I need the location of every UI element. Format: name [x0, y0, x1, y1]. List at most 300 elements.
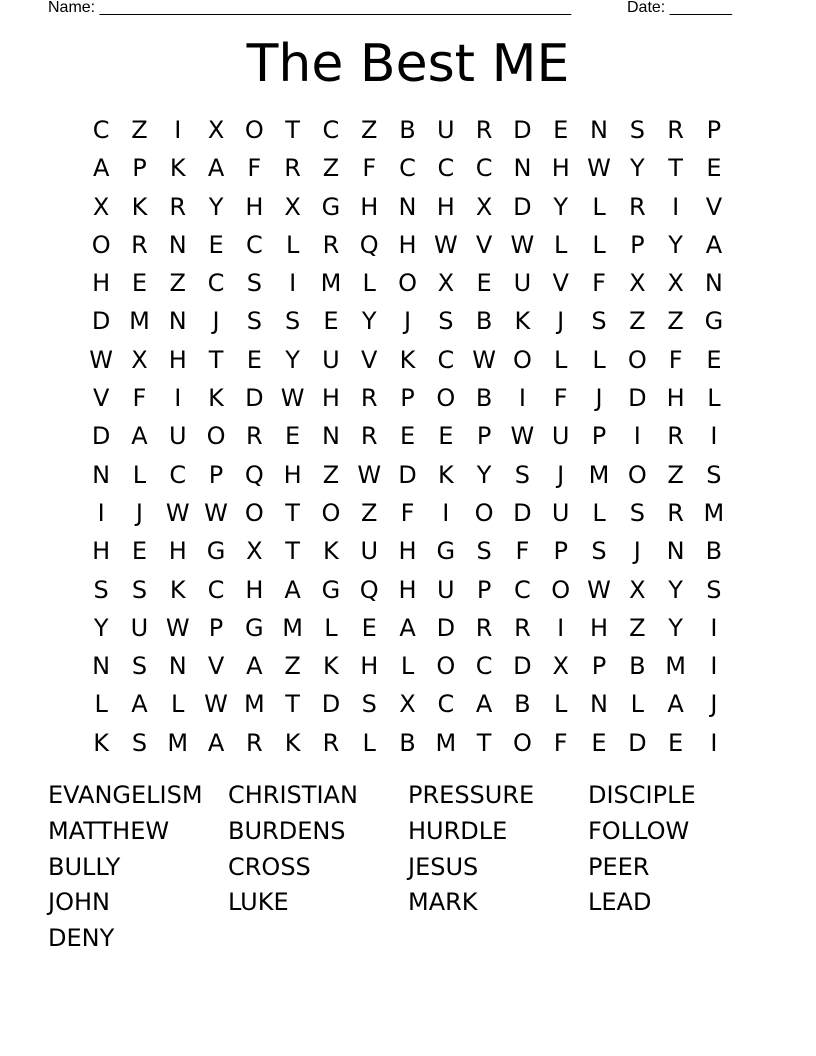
grid-letter: X	[629, 269, 646, 298]
grid-letter: C	[169, 460, 187, 489]
grid-letter: A	[284, 575, 301, 604]
grid-letter: D	[321, 690, 341, 719]
grid-letter: J	[557, 307, 565, 336]
grid-letter: U	[513, 269, 532, 298]
grid-letter: H	[360, 652, 379, 681]
grid-letter: R	[245, 728, 263, 757]
grid-letter: X	[207, 116, 225, 144]
grid-letter: P	[553, 537, 568, 566]
grid-letter: K	[323, 537, 339, 566]
grid-letter: M	[435, 728, 457, 757]
word-bank-item: MARK	[408, 888, 478, 917]
grid-letter: R	[475, 613, 493, 642]
grid-letter: I	[633, 422, 641, 451]
grid-letter: W	[204, 498, 228, 527]
word-bank-item: PEER	[588, 852, 650, 881]
grid-letter: M	[320, 269, 342, 298]
grid-letter: Z	[667, 460, 684, 489]
page-title: The Best ME	[246, 34, 570, 94]
grid-letter: L	[554, 230, 568, 259]
grid-letter: Z	[629, 613, 646, 642]
grid-letter: I	[174, 384, 182, 413]
grid-letter: X	[284, 192, 301, 221]
grid-letter: A	[705, 230, 723, 259]
grid-letter: A	[246, 652, 263, 681]
grid-letter: S	[93, 575, 109, 604]
word-bank-item: CROSS	[228, 852, 311, 881]
grid-letter: M	[129, 307, 150, 336]
grid-letter: S	[285, 307, 301, 336]
grid-letter: L	[285, 230, 300, 259]
grid-letter: D	[628, 728, 647, 757]
grid-letter: J	[135, 498, 143, 527]
grid-letter: S	[706, 575, 722, 604]
grid-letter: N	[321, 422, 340, 451]
grid-letter: D	[91, 422, 111, 451]
grid-letter: M	[282, 613, 303, 642]
grid-letter: H	[283, 460, 302, 489]
grid-letter: T	[285, 116, 300, 144]
grid-letter: L	[592, 192, 606, 221]
grid-letter: E	[323, 307, 339, 336]
grid-letter: N	[168, 307, 187, 336]
grid-letter: O	[436, 652, 456, 681]
grid-letter: C	[207, 269, 225, 298]
word-search-grid	[82, 111, 733, 762]
grid-letter: V	[361, 345, 378, 374]
word-bank-item: HURDLE	[408, 816, 508, 845]
grid-letter: P	[400, 384, 415, 413]
grid-letter: E	[438, 422, 454, 451]
word-bank-item: BULLY	[48, 852, 121, 881]
grid-letter: W	[204, 690, 228, 719]
grid-letter: X	[552, 652, 569, 681]
grid-letter: R	[131, 230, 148, 259]
grid-letter: N	[92, 460, 111, 489]
word-bank-item: JESUS	[408, 852, 479, 881]
grid-letter: X	[131, 345, 148, 374]
grid-letter: W	[472, 345, 496, 374]
grid-letter: M	[665, 652, 686, 681]
grid-letter: M	[588, 460, 610, 489]
grid-letter: Z	[169, 269, 186, 298]
grid-letter: P	[591, 652, 607, 681]
grid-letter: X	[92, 192, 110, 221]
grid-letter: Z	[361, 498, 378, 527]
grid-letter: S	[131, 575, 148, 604]
grid-letter: L	[132, 460, 147, 489]
grid-letter: A	[207, 154, 225, 183]
grid-letter: W	[357, 460, 382, 489]
grid-letter: B	[705, 537, 723, 566]
grid-letter: Z	[629, 307, 646, 336]
grid-letter: S	[476, 537, 492, 566]
grid-letter: E	[131, 269, 148, 298]
grid-letter: E	[476, 269, 492, 298]
grid-letter: W	[510, 422, 535, 451]
grid-letter: Z	[322, 460, 340, 489]
grid-letter: H	[168, 537, 187, 566]
word-bank-item: CHRISTIAN	[228, 781, 358, 809]
word-bank-item: LEAD	[588, 888, 652, 917]
grid-letter: U	[437, 575, 455, 604]
grid-letter: M	[243, 690, 265, 719]
grid-letter: L	[171, 690, 185, 719]
grid-letter: J	[212, 307, 220, 336]
word-bank-item: EVANGELISM	[48, 781, 203, 809]
grid-letter: R	[667, 498, 684, 527]
grid-letter: Q	[359, 230, 379, 259]
grid-letter: D	[513, 652, 532, 681]
grid-letter: J	[595, 384, 603, 413]
grid-letter: N	[513, 154, 532, 183]
grid-letter: U	[437, 116, 455, 144]
grid-letter: C	[322, 116, 340, 144]
grid-letter: J	[710, 690, 718, 719]
grid-letter: P	[208, 460, 224, 489]
grid-letter: H	[551, 154, 570, 183]
grid-letter: I	[557, 613, 565, 642]
grid-letter: E	[553, 116, 569, 144]
grid-letter: K	[208, 384, 224, 413]
grid-letter: H	[321, 384, 340, 413]
grid-letter: K	[131, 192, 148, 221]
grid-letter: Y	[208, 192, 224, 221]
grid-letter: G	[436, 537, 456, 566]
grid-letter: A	[667, 690, 684, 719]
grid-letter: P	[706, 116, 722, 144]
grid-letter: M	[703, 498, 725, 527]
grid-letter: D	[91, 307, 111, 336]
word-bank-item: DENY	[48, 924, 115, 953]
grid-letter: W	[280, 384, 305, 413]
grid-letter: B	[475, 307, 493, 336]
grid-letter: U	[168, 422, 187, 451]
grid-letter: C	[475, 652, 493, 681]
grid-letter: H	[92, 537, 111, 566]
grid-letter: F	[592, 269, 606, 298]
grid-letter: T	[208, 345, 224, 374]
grid-letter: L	[362, 269, 376, 298]
grid-letter: S	[629, 116, 645, 144]
grid-letter: C	[437, 690, 455, 719]
grid-letter: E	[208, 230, 224, 259]
grid-letter: E	[706, 154, 722, 183]
grid-letter: W	[165, 613, 190, 642]
name-field-label: Name: _____________________________________________________	[48, 0, 572, 16]
grid-letter: E	[706, 345, 722, 374]
grid-letter: O	[244, 498, 264, 527]
word-bank-item: LUKE	[228, 888, 289, 917]
grid-letter: H	[398, 575, 417, 604]
grid-letter: O	[244, 116, 264, 144]
grid-letter: C	[399, 154, 416, 183]
grid-letter: S	[591, 307, 607, 336]
grid-letter: V	[475, 230, 493, 259]
word-bank-item: FOLLOW	[588, 816, 690, 845]
grid-letter: R	[169, 192, 187, 221]
grid-letter: R	[322, 728, 340, 757]
grid-letter: F	[400, 498, 415, 527]
grid-letter: V	[552, 269, 569, 298]
grid-letter: J	[403, 307, 412, 336]
grid-letter: O	[436, 384, 456, 413]
grid-letter: C	[92, 116, 110, 144]
grid-letter: R	[667, 422, 684, 451]
grid-letter: Y	[553, 192, 569, 221]
grid-letter: R	[628, 192, 646, 221]
grid-letter: C	[514, 575, 531, 604]
grid-letter: I	[710, 613, 718, 642]
grid-letter: K	[323, 652, 339, 681]
grid-letter: L	[630, 690, 644, 719]
grid-letter: L	[400, 652, 415, 681]
grid-letter: L	[707, 384, 721, 413]
grid-letter: E	[285, 422, 301, 451]
grid-letter: Y	[668, 575, 683, 604]
grid-letter: A	[92, 154, 110, 183]
grid-letter: K	[399, 345, 416, 374]
grid-letter: H	[398, 537, 417, 566]
grid-letter: H	[245, 192, 264, 221]
grid-letter: U	[130, 613, 149, 642]
grid-letter: W	[587, 154, 611, 183]
word-bank	[48, 777, 768, 956]
date-field-label: Date: _______	[627, 0, 732, 16]
grid-letter: E	[131, 537, 148, 566]
grid-letter: C	[437, 154, 455, 183]
grid-letter: S	[246, 269, 262, 298]
word-bank-item: MATTHEW	[48, 816, 170, 845]
grid-letter: G	[704, 307, 724, 336]
grid-letter: Y	[476, 460, 492, 489]
grid-letter: D	[513, 192, 532, 221]
grid-letter: Z	[131, 116, 148, 144]
grid-letter: H	[436, 192, 455, 221]
grid-letter: T	[285, 537, 300, 566]
word-bank-item: BURDENS	[228, 816, 346, 845]
grid-letter: I	[672, 192, 680, 221]
grid-letter: J	[633, 537, 641, 566]
grid-letter: K	[93, 728, 110, 757]
grid-letter: O	[512, 345, 532, 374]
grid-letter: O	[627, 460, 647, 489]
grid-letter: B	[514, 690, 531, 719]
grid-letter: D	[513, 498, 532, 527]
grid-letter: K	[169, 575, 186, 604]
grid-letter: S	[361, 690, 377, 719]
grid-letter: M	[167, 728, 189, 757]
grid-letter: V	[705, 192, 723, 221]
grid-letter: B	[475, 384, 493, 413]
grid-letter: D	[245, 384, 264, 413]
grid-letter: R	[245, 422, 263, 451]
grid-letter: R	[514, 613, 531, 642]
grid-letter: B	[399, 116, 416, 144]
grid-letter: N	[666, 537, 685, 566]
grid-letter: H	[666, 384, 685, 413]
grid-letter: N	[92, 652, 111, 681]
grid-letter: I	[710, 652, 718, 681]
grid-letter: N	[168, 230, 187, 259]
grid-letter: U	[322, 345, 340, 374]
grid-letter: X	[475, 192, 493, 221]
grid-letter: A	[475, 690, 493, 719]
grid-letter: H	[245, 575, 264, 604]
grid-letter: P	[476, 422, 492, 451]
grid-letter: T	[668, 154, 683, 183]
grid-letter: S	[246, 307, 262, 336]
grid-letter: Y	[93, 613, 109, 642]
grid-letter: B	[629, 652, 646, 681]
grid-letter: A	[131, 690, 148, 719]
grid-letter: S	[706, 460, 722, 489]
grid-letter: S	[131, 652, 148, 681]
grid-letter: U	[551, 498, 570, 527]
grid-letter: K	[437, 460, 454, 489]
grid-letter: I	[289, 269, 297, 298]
grid-letter: A	[131, 422, 148, 451]
grid-letter: K	[169, 154, 186, 183]
grid-letter: L	[324, 613, 338, 642]
grid-letter: Y	[629, 154, 645, 183]
grid-letter: X	[246, 537, 263, 566]
grid-letter: N	[398, 192, 417, 221]
grid-letter: I	[97, 498, 105, 527]
grid-letter: D	[436, 613, 456, 642]
grid-letter: H	[168, 345, 187, 374]
grid-letter: W	[587, 575, 611, 604]
grid-letter: O	[474, 498, 494, 527]
grid-letter: T	[285, 690, 300, 719]
grid-letter: S	[438, 307, 454, 336]
grid-letter: L	[554, 690, 568, 719]
grid-letter: H	[360, 192, 379, 221]
grid-letter: E	[399, 422, 416, 451]
grid-letter: L	[592, 230, 606, 259]
grid-letter: Y	[668, 230, 683, 259]
grid-letter: W	[89, 345, 114, 374]
grid-letter: U	[551, 422, 570, 451]
grid-letter: X	[437, 269, 455, 298]
grid-letter: F	[247, 154, 262, 183]
grid-letter: N	[168, 652, 187, 681]
grid-letter: K	[514, 307, 531, 336]
grid-letter: F	[668, 345, 683, 374]
grid-letter: Y	[361, 307, 377, 336]
grid-letter: S	[591, 537, 607, 566]
grid-letter: V	[92, 384, 110, 413]
grid-letter: P	[132, 154, 147, 183]
grid-letter: N	[704, 269, 723, 298]
grid-letter: O	[627, 345, 647, 374]
grid-letter: K	[284, 728, 301, 757]
grid-letter: Z	[322, 154, 340, 183]
grid-letter: D	[398, 460, 417, 489]
grid-letter: D	[628, 384, 647, 413]
grid-letter: R	[284, 154, 301, 183]
grid-letter: C	[437, 345, 455, 374]
grid-letter: E	[246, 345, 262, 374]
grid-letter: R	[360, 384, 378, 413]
grid-letter: I	[442, 498, 450, 527]
grid-letter: Y	[285, 345, 300, 374]
word-bank-item: JOHN	[48, 888, 110, 917]
grid-letter: V	[207, 652, 225, 681]
grid-letter: H	[92, 269, 111, 298]
grid-letter: F	[515, 537, 530, 566]
grid-letter: C	[475, 154, 493, 183]
grid-letter: E	[668, 728, 684, 757]
grid-letter: R	[322, 230, 340, 259]
grid-letter: G	[206, 537, 226, 566]
grid-letter: G	[245, 613, 264, 642]
grid-letter: W	[433, 230, 458, 259]
grid-letter: Z	[361, 116, 378, 144]
grid-letter: F	[553, 728, 568, 757]
grid-letter: N	[590, 690, 608, 719]
grid-letter: S	[131, 728, 148, 757]
grid-letter: Z	[667, 307, 684, 336]
grid-letter: W	[510, 230, 535, 259]
grid-letter: I	[174, 116, 182, 144]
grid-letter: O	[512, 728, 532, 757]
grid-letter: L	[362, 728, 376, 757]
grid-letter: I	[518, 384, 526, 413]
word-bank-item: DISCIPLE	[588, 781, 696, 809]
grid-letter: G	[321, 192, 341, 221]
grid-letter: P	[591, 422, 607, 451]
grid-letter: P	[630, 230, 645, 259]
grid-letter: I	[710, 728, 718, 757]
grid-letter: P	[476, 575, 492, 604]
grid-letter: O	[321, 498, 341, 527]
grid-letter: I	[710, 422, 718, 451]
grid-letter: F	[132, 384, 147, 413]
grid-letter: Q	[359, 575, 379, 604]
grid-letter: C	[245, 230, 263, 259]
grid-letter: J	[557, 460, 565, 489]
grid-letter: A	[399, 613, 416, 642]
grid-letter: Q	[244, 460, 264, 489]
grid-letter: E	[361, 613, 377, 642]
grid-letter: N	[590, 116, 608, 144]
grid-letter: R	[475, 116, 493, 144]
grid-letter: L	[592, 345, 606, 374]
grid-letter: O	[398, 269, 417, 298]
grid-letter: O	[206, 422, 226, 451]
grid-letter: T	[476, 728, 492, 757]
grid-letter: O	[91, 230, 111, 259]
grid-letter: W	[165, 498, 190, 527]
grid-letter: R	[667, 116, 684, 144]
grid-letter: X	[629, 575, 646, 604]
grid-letter: H	[589, 613, 609, 642]
grid-letter: T	[285, 498, 300, 527]
grid-letter: U	[360, 537, 379, 566]
grid-letter: D	[513, 116, 532, 144]
grid-letter: O	[551, 575, 571, 604]
grid-letter: L	[592, 498, 606, 527]
word-bank-item: PRESSURE	[408, 781, 535, 809]
grid-letter: X	[399, 690, 416, 719]
grid-letter: L	[94, 690, 108, 719]
grid-letter: F	[362, 154, 377, 183]
grid-letter: Y	[668, 613, 683, 642]
grid-letter: R	[360, 422, 378, 451]
grid-letter: F	[553, 384, 568, 413]
grid-letter: H	[398, 230, 417, 259]
